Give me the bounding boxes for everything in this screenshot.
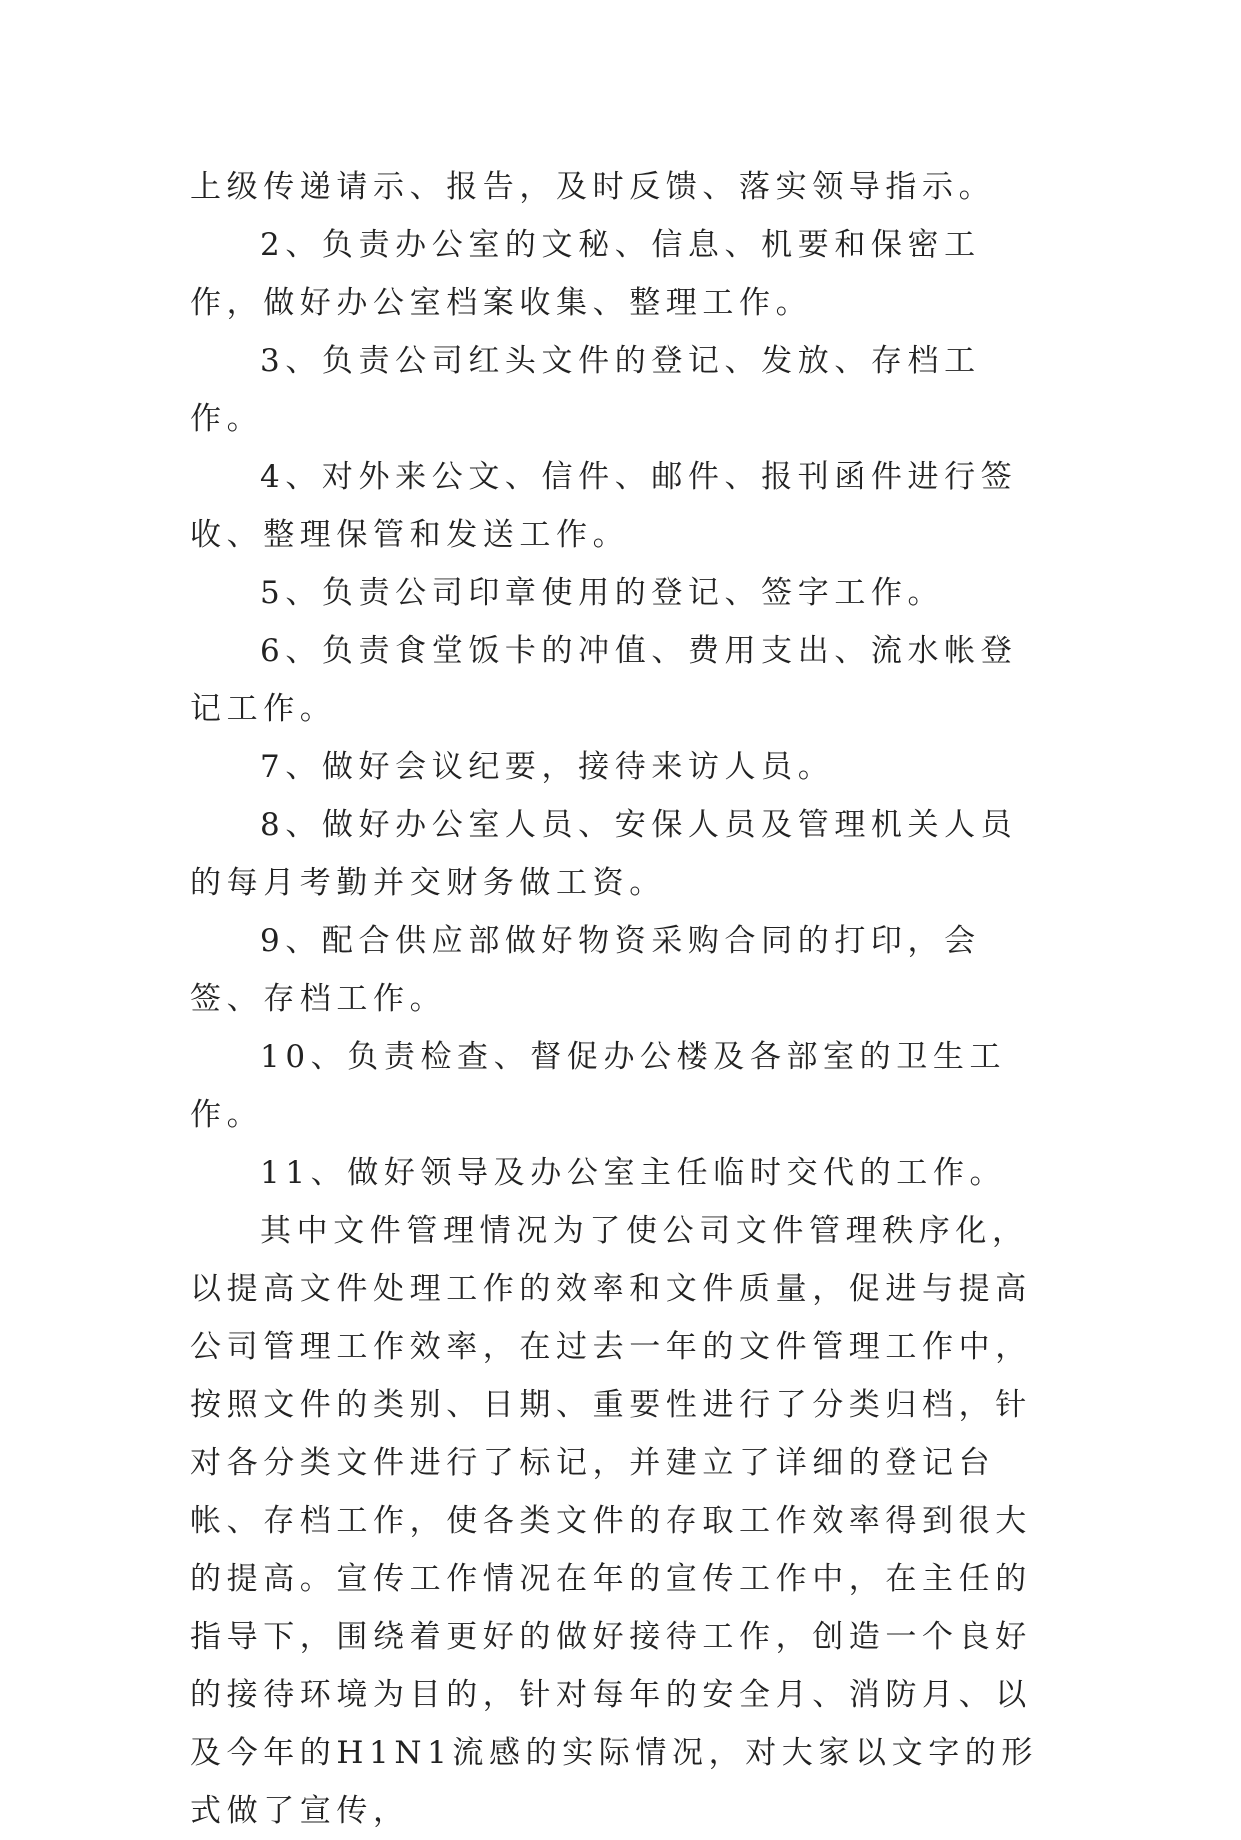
paragraph-11: 11、做好领导及办公室主任临时交代的工作。 [260, 1155, 1007, 1191]
paragraph-1: 上级传递请示、报告，及时反馈、落实领导指示。 [190, 169, 996, 205]
paragraph-5: 5、负责公司印章使用的登记、签字工作。 [260, 575, 945, 611]
paragraph-12: 其中文件管理情况为了使公司文件管理秩序化，以提高文件处理工作的效率和文件质量，促进与提高公司管理工作效率，在过去一年的文件管理工作中，按照文件的类别、日期、重要性进行了分类归档，针对各分类文件进行了标记，并建立了详细的登记台帐、存档工作，使各类文件的存取工作效率得到很大的提高。宣传工作情况在年的宣传工作中，在主任的指导下，围绕着更好的做好接待工作，创造一个良好的接待环境为目的，针对每年的安全月、消防月、以及今年的H1N1流感的实际情况，对大家以文字的形式做了宣传， [190, 1213, 1039, 1829]
paragraph-10: 10、负责检查、督促办公楼及各部室的卫生工作。 [190, 1039, 1007, 1133]
paragraph-6: 6、负责食堂饭卡的冲值、费用支出、流水帐登记工作。 [190, 633, 1018, 727]
paragraph-8: 8、做好办公室人员、安保人员及管理机关人员的每月考勤并交财务做工资。 [190, 807, 1018, 901]
paragraph-2: 2、负责办公室的文秘、信息、机要和保密工作，做好办公室档案收集、整理工作。 [190, 227, 981, 321]
document-body [190, 158, 1050, 1840]
paragraph-3: 3、负责公司红头文件的登记、发放、存档工作。 [190, 343, 981, 437]
paragraph-9: 9、配合供应部做好物资采购合同的打印，会签、存档工作。 [190, 923, 981, 1017]
paragraph-7: 7、做好会议纪要，接待来访人员。 [260, 749, 835, 785]
paragraph-4: 4、对外来公文、信件、邮件、报刊函件进行签收、整理保管和发送工作。 [190, 459, 1018, 553]
